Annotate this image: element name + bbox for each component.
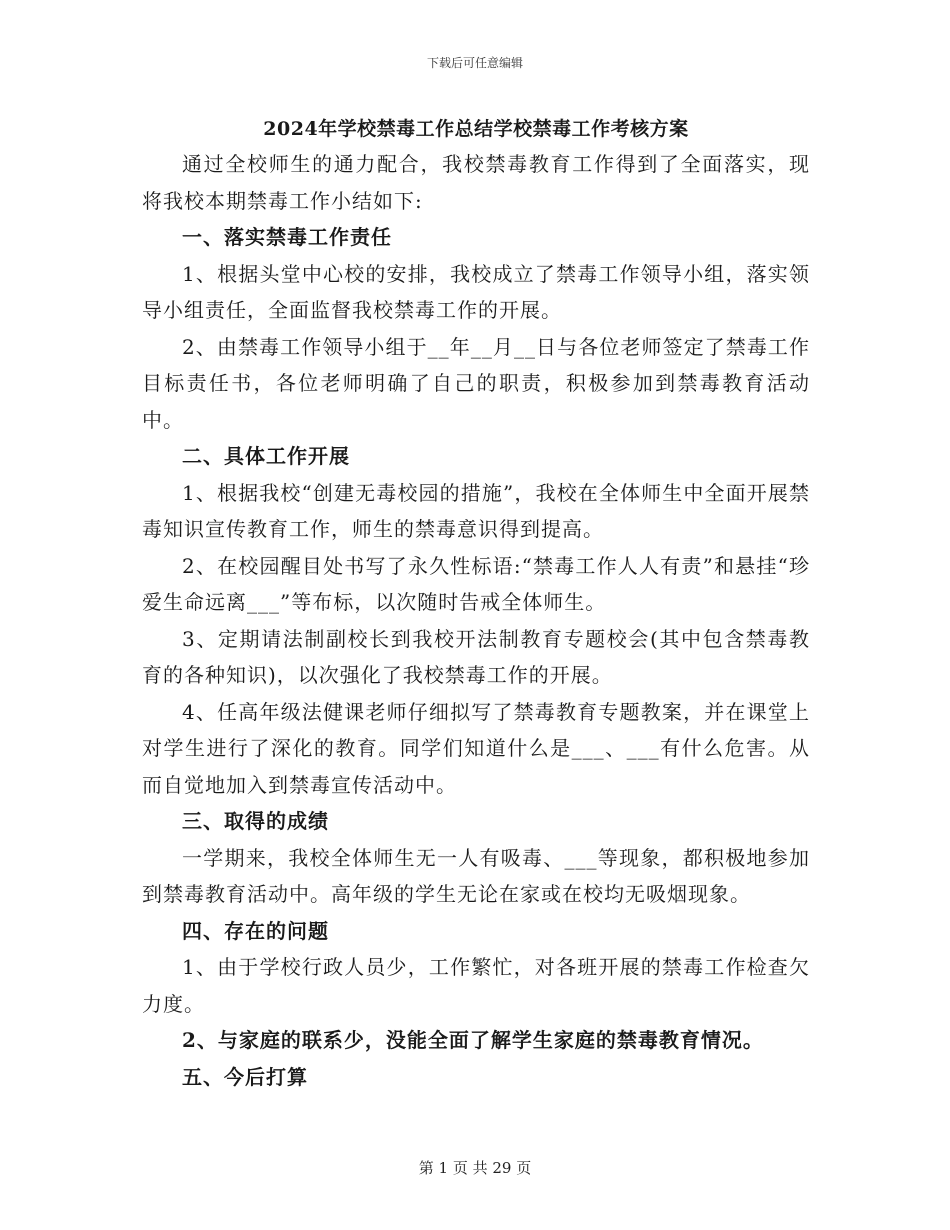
paragraph: 1、由于学校行政人员少，工作繁忙，对各班开展的禁毒工作检查欠力度。: [142, 955, 810, 1016]
paragraph: 2、在校园醒目处书写了永久性标语:“禁毒工作人人有责”和悬挂“珍爱生命远离___”等布标，以次随时告戒全体师生。: [142, 553, 810, 614]
section-heading-5: 五、今后打算: [182, 1064, 308, 1089]
paragraph: 一学期来，我校全体师生无一人有吸毒、___等现象，都积极地参加到禁毒教育活动中。高年级的学生无论在家或在校均无吸烟现象。: [142, 845, 810, 906]
section-heading-1: 一、落实禁毒工作责任: [182, 225, 392, 249]
page-header: 下载后可任意编辑: [426, 56, 523, 70]
section-heading-2: 二、具体工作开展: [182, 444, 350, 468]
intro-paragraph: 通过全校师生的通力配合，我校禁毒教育工作得到了全面落实，现将我校本期禁毒工作小结如下:: [142, 152, 810, 213]
paragraph: 1、根据我校“创建无毒校园的措施”，我校在全体师生中全面开展禁毒知识宣传教育工作，师生的禁毒意识得到提高。: [142, 480, 810, 541]
paragraph: 1、根据头堂中心校的安排，我校成立了禁毒工作领导小组，落实领导小组责任，全面监督我校禁毒工作的开展。: [142, 261, 810, 322]
document-body: [142, 112, 810, 1095]
section-heading-3: 三、取得的成绩: [182, 809, 329, 833]
paragraph: 4、任高年级法健课老师仔细拟写了禁毒教育专题教案，并在课堂上对学生进行了深化的教育。同学们知道什么是___、___有什么危害。从而自觉地加入到禁毒宣传活动中。: [142, 699, 810, 797]
section-heading-4: 四、存在的问题: [182, 918, 329, 943]
page-number: 第 1 页 共 29 页: [418, 1159, 532, 1177]
paragraph: 2、由禁毒工作领导小组于__年__月__日与各位老师签定了禁毒工作目标责任书，各位老师明确了自己的职责，积极参加到禁毒教育活动中。: [142, 334, 810, 432]
paragraph-bold: 2、与家庭的联系少，没能全面了解学生家庭的禁毒教育情况。: [182, 1028, 764, 1052]
paragraph: 3、定期请法制副校长到我校开法制教育专题校会(其中包含禁毒教育的各种知识)，以次强化了我校禁毒工作的开展。: [142, 626, 810, 687]
document-title: 2024年学校禁毒工作总结学校禁毒工作考核方案: [263, 118, 689, 140]
